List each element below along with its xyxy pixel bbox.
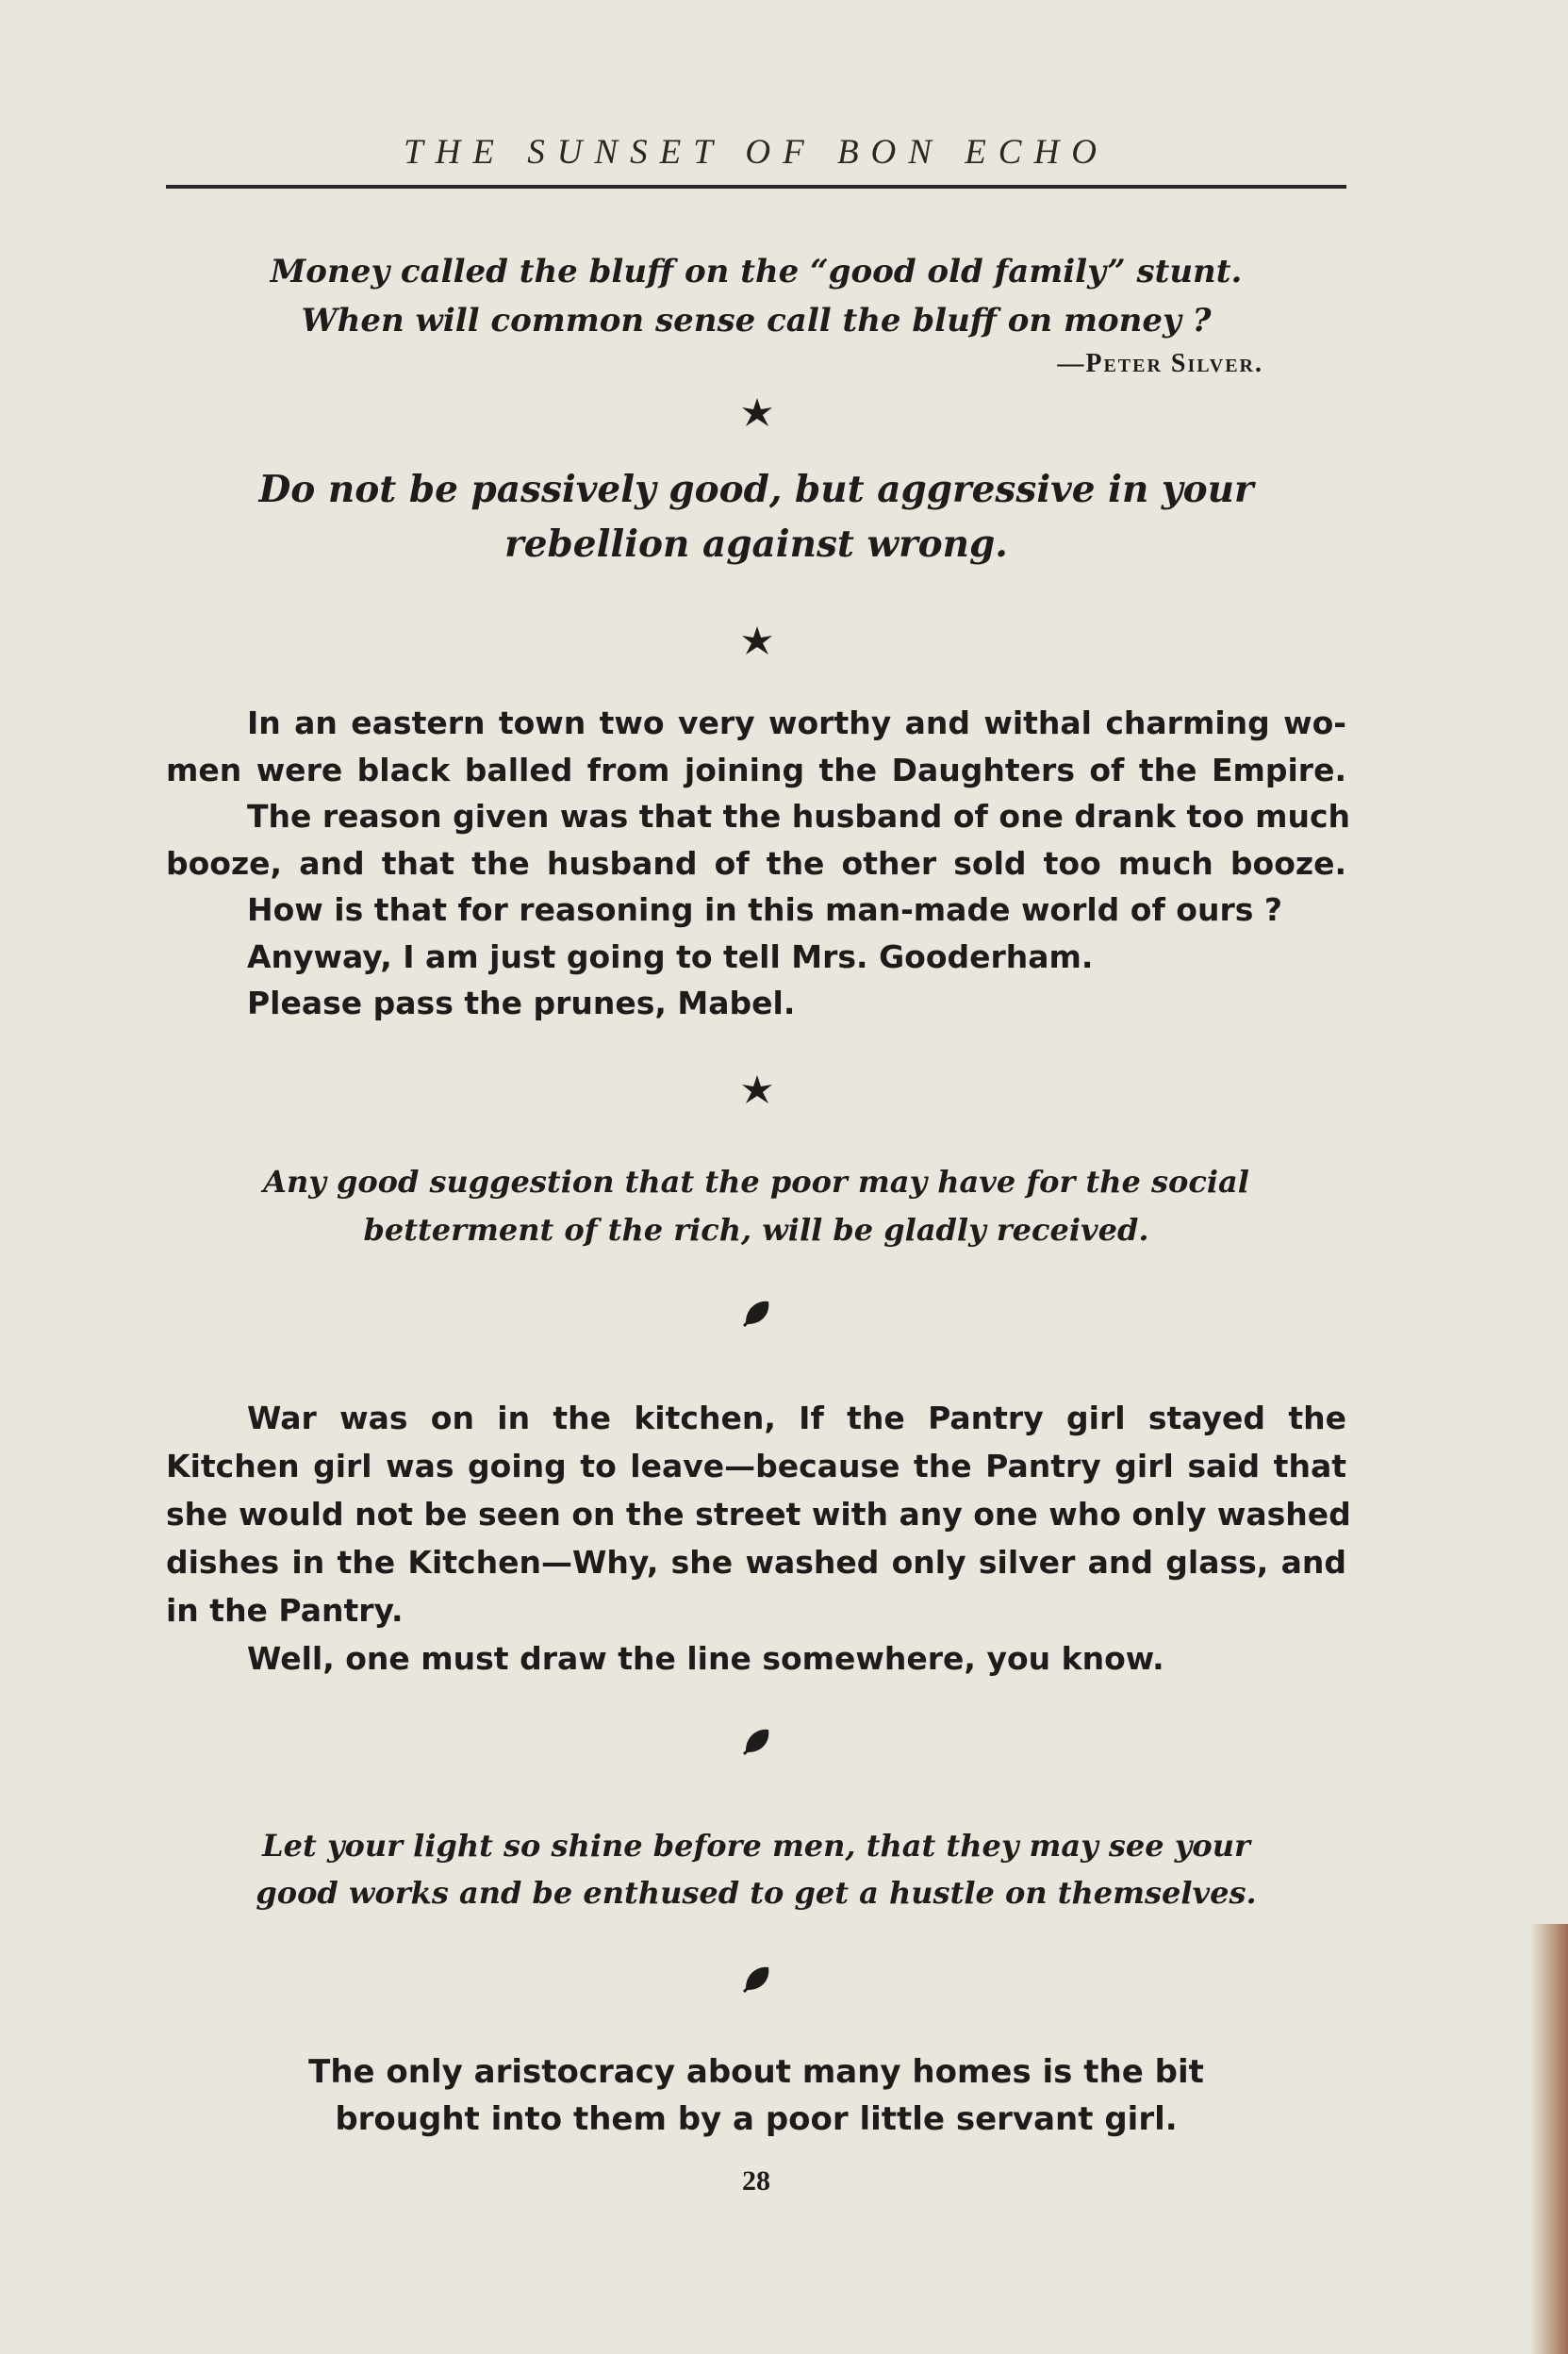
paragraph-line: booze, and that the husband of the other sold too much booze. [166,844,1346,882]
quote-let-your-light [166,1822,1346,1916]
quote-line: Money called the bluff on the “good old family” stunt. [270,253,1243,290]
paragraph-line: In an eastern town two very worthy and withal charming wo- [247,705,1346,741]
quote-poor-suggestion [166,1158,1346,1254]
paragraph-line: men were black balled from joining the Daughters of the Empire. [166,751,1346,788]
page-edge-shadow [1530,1924,1568,2354]
quote-passively-good [166,462,1346,572]
quote-money-bluff [166,247,1346,345]
paragraph-line: The reason given was that the husband of one drank too much [247,798,1351,835]
star-ornament-icon [738,622,776,660]
quote-line: brought into them by a poor little servant girl. [335,2100,1178,2138]
paragraph-line: War was on in the kitchen, If the Pantry girl stayed the [247,1400,1346,1436]
paragraph-line: Kitchen girl was going to leave—because the Pantry girl said that [166,1448,1346,1484]
page-number: 28 [742,2165,770,2197]
quote-aristocracy [166,2048,1346,2143]
leaf-ornament-icon [738,1722,776,1760]
paragraph-line: Anyway, I am just going to tell Mrs. Gooderham. [247,937,1094,975]
leaf-ornament-icon [738,1960,776,1998]
quote-line: When will common sense call the bluff on money ? [301,302,1212,340]
quote-line: The only aristocracy about many homes is the bit [308,2053,1204,2091]
paragraph-line: in the Pantry. [166,1592,404,1629]
quote-line: Let your light so shine before men, that they may see your [262,1828,1250,1864]
story-daughters-of-empire [166,700,1351,1027]
star-ornament-icon [738,1071,776,1109]
paragraph-line: Please pass the prunes, Mabel. [247,985,796,1021]
leaf-ornament-icon [738,1294,776,1332]
star-ornament-icon [738,394,776,432]
quote-line: Do not be passively good, but aggressive in your [258,468,1254,511]
running-header: THE SUNSET OF BON ECHO [404,133,1109,172]
paragraph-line: dishes in the Kitchen—Why, she washed only silver and glass, and [166,1544,1346,1581]
paragraph-line: How is that for reasoning in this man-made world of ours ? [247,891,1283,928]
paragraph-line: she would not be seen on the street with any one who only washed [166,1496,1351,1533]
header-rule [166,185,1346,189]
story-kitchen-war [166,1394,1351,1683]
quote-line: rebellion against wrong. [504,522,1008,566]
quote-line: good works and be enthused to get a hustle on themselves. [256,1875,1257,1911]
quote-line: Any good suggestion that the poor may have for the social [263,1164,1249,1200]
paragraph-line: Well, one must draw the line somewhere, you know. [247,1640,1164,1677]
quote-attribution: —Peter Silver. [1057,349,1263,378]
quote-line: betterment of the rich, will be gladly received. [363,1212,1149,1248]
